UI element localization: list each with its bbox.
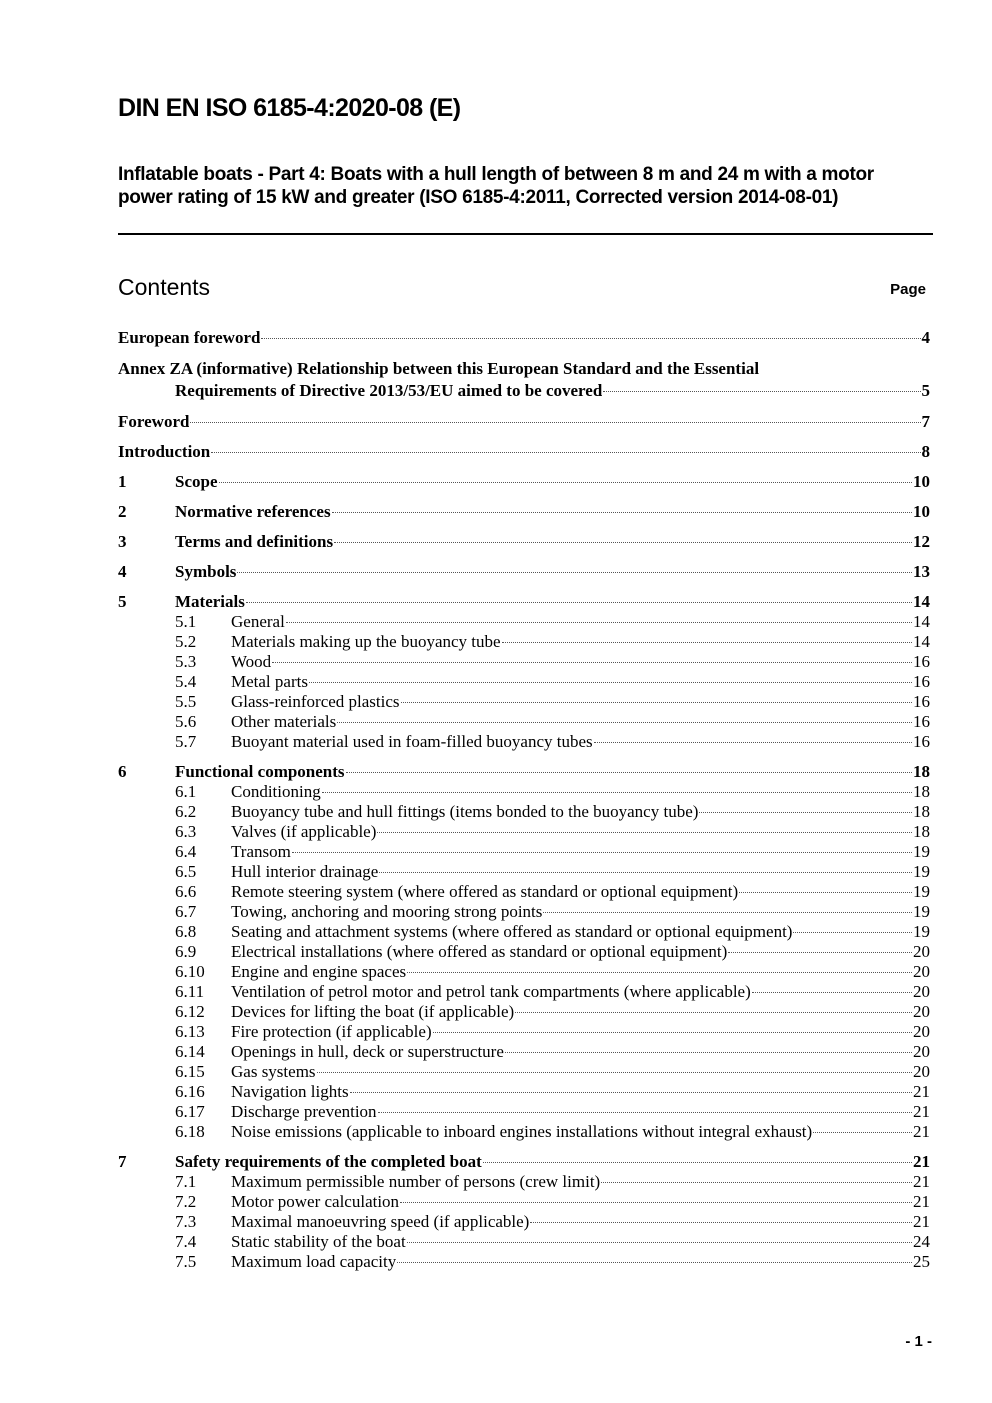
title-divider: [118, 233, 933, 235]
dot-leader: [292, 852, 912, 853]
toc-entry[interactable]: [118, 862, 930, 882]
toc-entry-title: Maximal manoeuvring speed (if applicable): [231, 1212, 530, 1231]
dot-leader: [378, 1112, 912, 1113]
toc-entry-title: Terms and definitions: [175, 532, 334, 551]
dot-leader: [594, 742, 912, 743]
toc-page-number: 12: [913, 532, 930, 551]
toc-entry[interactable]: [118, 1102, 930, 1122]
toc-page-number: 20: [913, 982, 930, 1001]
toc-entry[interactable]: [118, 922, 930, 942]
toc-section-number: 5.4: [175, 672, 197, 691]
toc-section-number: 6.14: [175, 1042, 205, 1061]
toc-entry[interactable]: [118, 1002, 930, 1022]
toc-page-number: 14: [913, 632, 930, 651]
toc-entry[interactable]: [118, 1042, 930, 1062]
toc-entry-title: Engine and engine spaces: [231, 962, 407, 981]
toc-entry-title: Fire protection (if applicable): [231, 1022, 432, 1041]
dot-leader: [350, 1092, 912, 1093]
toc-section-number: 3: [118, 532, 127, 551]
dot-leader: [603, 391, 920, 392]
toc-section-number: 6.18: [175, 1122, 205, 1141]
toc-page-number: 8: [921, 442, 930, 461]
toc-entry-title: Normative references: [175, 502, 331, 521]
toc-entry[interactable]: [118, 692, 930, 712]
dot-leader: [190, 422, 920, 423]
toc-section-number: 5.6: [175, 712, 197, 731]
toc-section-number: 5.2: [175, 632, 197, 651]
toc-entry-title: Static stability of the boat: [231, 1232, 406, 1251]
toc-page-number: 13: [913, 562, 930, 581]
dot-leader: [322, 792, 912, 793]
toc-section-number: 6.5: [175, 862, 197, 881]
toc-section-number: 5: [118, 592, 127, 611]
dot-leader: [397, 1262, 912, 1263]
toc-section-number: 6.6: [175, 882, 197, 901]
toc-section-number: 7.5: [175, 1252, 197, 1271]
toc-page-number: 14: [913, 612, 930, 631]
toc-entry[interactable]: [118, 442, 930, 462]
toc-entry-title: Valves (if applicable): [231, 822, 377, 841]
toc-section-number: 6.8: [175, 922, 197, 941]
toc-page-number: 14: [913, 592, 930, 611]
toc-entry-title: Gas systems: [231, 1062, 316, 1081]
toc-section-number: 6.16: [175, 1082, 205, 1101]
dot-leader: [728, 952, 912, 953]
toc-entry[interactable]: [118, 1152, 930, 1172]
toc-entry-title: Maximum load capacity: [231, 1252, 397, 1271]
toc-entry-title: Functional components: [175, 762, 345, 781]
toc-page-number: 18: [913, 782, 930, 801]
toc-entry-title: General: [231, 612, 285, 631]
toc-section-number: 6: [118, 762, 127, 781]
toc-entry-title: Discharge prevention: [231, 1102, 377, 1121]
toc-section-number: 6.12: [175, 1002, 205, 1021]
toc-entry-title: Transom: [231, 842, 291, 861]
toc-entry[interactable]: [118, 902, 930, 922]
dot-leader: [401, 702, 912, 703]
toc-entry[interactable]: [118, 1232, 930, 1252]
toc-entry[interactable]: [118, 1192, 930, 1212]
dot-leader: [246, 602, 912, 603]
dot-leader: [502, 642, 912, 643]
toc-page-number: 5: [921, 381, 930, 400]
toc-page-number: 24: [913, 1232, 930, 1251]
toc-entry-title: Buoyancy tube and hull fittings (items bonded to the buoyancy tube): [231, 802, 699, 821]
toc-entry[interactable]: [118, 1082, 930, 1102]
toc-page-number: 19: [913, 922, 930, 941]
toc-entry-annex[interactable]: [118, 380, 930, 402]
toc-entry[interactable]: [118, 1252, 930, 1272]
dot-leader: [813, 1132, 912, 1133]
toc-entry[interactable]: [118, 1062, 930, 1082]
toc-entry[interactable]: [118, 502, 930, 522]
dot-leader: [219, 482, 913, 483]
toc-entry-title: Ventilation of petrol motor and petrol tank compartments (where applicable): [231, 982, 751, 1001]
toc-entry-title: Scope: [175, 472, 218, 491]
toc-page-number: 18: [913, 822, 930, 841]
toc-page-number: 21: [913, 1212, 930, 1231]
toc-page-number: 20: [913, 1062, 930, 1081]
dot-leader: [332, 512, 912, 513]
dot-leader: [793, 932, 912, 933]
toc-entry-title: Navigation lights: [231, 1082, 349, 1101]
toc-entry-title: Materials: [175, 592, 245, 611]
dot-leader: [505, 1052, 912, 1053]
toc-entry[interactable]: [118, 1122, 930, 1142]
dot-leader: [346, 772, 912, 773]
dot-leader: [400, 1202, 912, 1203]
dot-leader: [483, 1162, 912, 1163]
toc-entry[interactable]: [118, 672, 930, 692]
toc-section-number: 2: [118, 502, 127, 521]
toc-entry[interactable]: [118, 1022, 930, 1042]
toc-page-number: 16: [913, 692, 930, 711]
table-of-contents: [118, 328, 930, 1272]
toc-section-number: 5.5: [175, 692, 197, 711]
toc-entry-title: Wood: [231, 652, 272, 671]
toc-page-number: 16: [913, 712, 930, 731]
toc-page-number: 20: [913, 962, 930, 981]
toc-entry-title: Openings in hull, deck or superstructure: [231, 1042, 504, 1061]
toc-page-number: 18: [913, 802, 930, 821]
toc-entry[interactable]: [118, 822, 930, 842]
toc-page-number: 21: [913, 1152, 930, 1171]
toc-entry[interactable]: [118, 1212, 930, 1232]
dot-leader: [337, 722, 912, 723]
toc-entry-title: Other materials: [231, 712, 337, 731]
toc-page-number: 19: [913, 842, 930, 861]
toc-entry-title: Metal parts: [231, 672, 308, 691]
toc-entry[interactable]: [118, 632, 930, 652]
toc-section-number: 7.2: [175, 1192, 197, 1211]
document-subtitle: Inflatable boats - Part 4: Boats with a hull length of between 8 m and 24 m with a motor power rating of 15 kW and greater (ISO 6185-4:2011, Corrected version 2014-08-01): [118, 164, 874, 208]
toc-page-number: 19: [913, 902, 930, 921]
toc-page-number: 16: [913, 652, 930, 671]
dot-leader: [752, 992, 912, 993]
dot-leader: [377, 832, 912, 833]
toc-entry-title: Towing, anchoring and mooring strong points: [231, 902, 543, 921]
toc-section-number: 7.4: [175, 1232, 197, 1251]
toc-entry-title: Glass-reinforced plastics: [231, 692, 400, 711]
dot-leader: [601, 1182, 912, 1183]
toc-page-number: 25: [913, 1252, 930, 1271]
toc-entry[interactable]: [118, 532, 930, 552]
toc-entry-title: Maximum permissible number of persons (crew limit): [231, 1172, 601, 1191]
toc-page-number: 18: [913, 762, 930, 781]
toc-entry[interactable]: [118, 802, 930, 822]
toc-page-number: 7: [921, 412, 930, 431]
toc-section-number: 7.1: [175, 1172, 197, 1191]
toc-page-number: 16: [913, 732, 930, 751]
toc-page-number: 20: [913, 1022, 930, 1041]
toc-entry[interactable]: [118, 962, 930, 982]
toc-section-number: 5.3: [175, 652, 197, 671]
toc-page-number: 21: [913, 1172, 930, 1191]
toc-entry-title: Foreword: [118, 412, 190, 431]
toc-entry-annex-line1[interactable]: Annex ZA (informative) Relationship between this European Standard and the Essential: [118, 359, 760, 378]
toc-entry[interactable]: [118, 652, 930, 672]
toc-page-number: 21: [913, 1122, 930, 1141]
page-number-footer: - 1 -: [905, 1333, 932, 1350]
toc-entry-title: Hull interior drainage: [231, 862, 379, 881]
toc-section-number: 6.2: [175, 802, 197, 821]
toc-section-number: 6.4: [175, 842, 197, 861]
toc-entry[interactable]: [118, 328, 930, 348]
toc-entry-title: Safety requirements of the completed boat: [175, 1152, 482, 1171]
toc-section-number: 6.13: [175, 1022, 205, 1041]
toc-page-number: 10: [913, 472, 930, 491]
toc-entry[interactable]: [118, 472, 930, 492]
dot-leader: [407, 972, 912, 973]
toc-entry-title: Noise emissions (applicable to inboard engines installations without integral exhaust): [231, 1122, 813, 1141]
toc-section-number: 6.15: [175, 1062, 205, 1081]
toc-entry[interactable]: [118, 942, 930, 962]
dot-leader: [286, 622, 912, 623]
contents-heading: Contents: [118, 274, 211, 300]
toc-section-number: 6.1: [175, 782, 197, 801]
toc-page-number: 19: [913, 882, 930, 901]
toc-entry[interactable]: [118, 612, 930, 632]
toc-page-number: 20: [913, 1042, 930, 1061]
toc-entry-title: European foreword: [118, 328, 261, 347]
toc-entry[interactable]: [118, 412, 930, 432]
toc-entry-title: Symbols: [175, 562, 237, 581]
toc-entry-title: Motor power calculation: [231, 1192, 400, 1211]
dot-leader: [272, 662, 912, 663]
toc-entry[interactable]: [118, 882, 930, 902]
toc-section-number: 6.11: [175, 982, 205, 1001]
toc-page-number: 20: [913, 942, 930, 961]
toc-entry-title: Requirements of Directive 2013/53/EU aimed to be covered: [175, 381, 603, 400]
toc-page-number: 20: [913, 1002, 930, 1021]
toc-entry[interactable]: [118, 842, 930, 862]
toc-entry[interactable]: [118, 982, 930, 1002]
dot-leader: [334, 542, 912, 543]
toc-section-number: 7.3: [175, 1212, 197, 1231]
toc-section-number: 5.7: [175, 732, 197, 751]
toc-section-number: 4: [118, 562, 127, 581]
toc-entry[interactable]: [118, 782, 930, 802]
toc-page-number: 16: [913, 672, 930, 691]
toc-page-number: 19: [913, 862, 930, 881]
dot-leader: [739, 892, 912, 893]
dot-leader: [261, 338, 920, 339]
toc-entry[interactable]: [118, 1172, 930, 1192]
toc-entry-title: Conditioning: [231, 782, 321, 801]
toc-entry-title: Buoyant material used in foam-filled buoyancy tubes: [231, 732, 593, 751]
dot-leader: [433, 1032, 912, 1033]
toc-page-number: 21: [913, 1082, 930, 1101]
dot-leader: [699, 812, 912, 813]
toc-page-number: 21: [913, 1102, 930, 1121]
dot-leader: [237, 572, 912, 573]
dot-leader: [309, 682, 912, 683]
toc-section-number: 6.10: [175, 962, 205, 981]
dot-leader: [317, 1072, 912, 1073]
toc-section-number: 6.3: [175, 822, 197, 841]
dot-leader: [379, 872, 912, 873]
toc-page-number: 4: [921, 328, 930, 347]
toc-entry-title: Introduction: [118, 442, 211, 461]
dot-leader: [530, 1222, 912, 1223]
document-id-title: DIN EN ISO 6185-4:2020-08 (E): [118, 94, 461, 122]
toc-section-number: 6.17: [175, 1102, 205, 1121]
toc-page-number: 21: [913, 1192, 930, 1211]
toc-entry-title: Materials making up the buoyancy tube: [231, 632, 501, 651]
toc-entry[interactable]: [118, 732, 930, 752]
toc-section-number: 6.7: [175, 902, 197, 921]
toc-entry-title: Devices for lifting the boat (if applicable): [231, 1002, 515, 1021]
toc-entry-title: Remote steering system (where offered as standard or optional equipment): [231, 882, 739, 901]
toc-entry[interactable]: [118, 712, 930, 732]
toc-section-number: 7: [118, 1152, 127, 1171]
dot-leader: [543, 912, 912, 913]
toc-entry-title: Electrical installations (where offered as standard or optional equipment): [231, 942, 728, 961]
toc-entry-title: Seating and attachment systems (where offered as standard or optional equipment): [231, 922, 793, 941]
dot-leader: [515, 1012, 912, 1013]
toc-section-number: 1: [118, 472, 127, 491]
toc-page-number: 10: [913, 502, 930, 521]
toc-entry[interactable]: [118, 592, 930, 612]
toc-entry[interactable]: [118, 562, 930, 582]
dot-leader: [211, 452, 920, 453]
toc-section-number: 6.9: [175, 942, 197, 961]
dot-leader: [407, 1242, 912, 1243]
toc-section-number: 5.1: [175, 612, 197, 631]
page-column-label: Page: [890, 281, 926, 298]
toc-entry[interactable]: [118, 762, 930, 782]
